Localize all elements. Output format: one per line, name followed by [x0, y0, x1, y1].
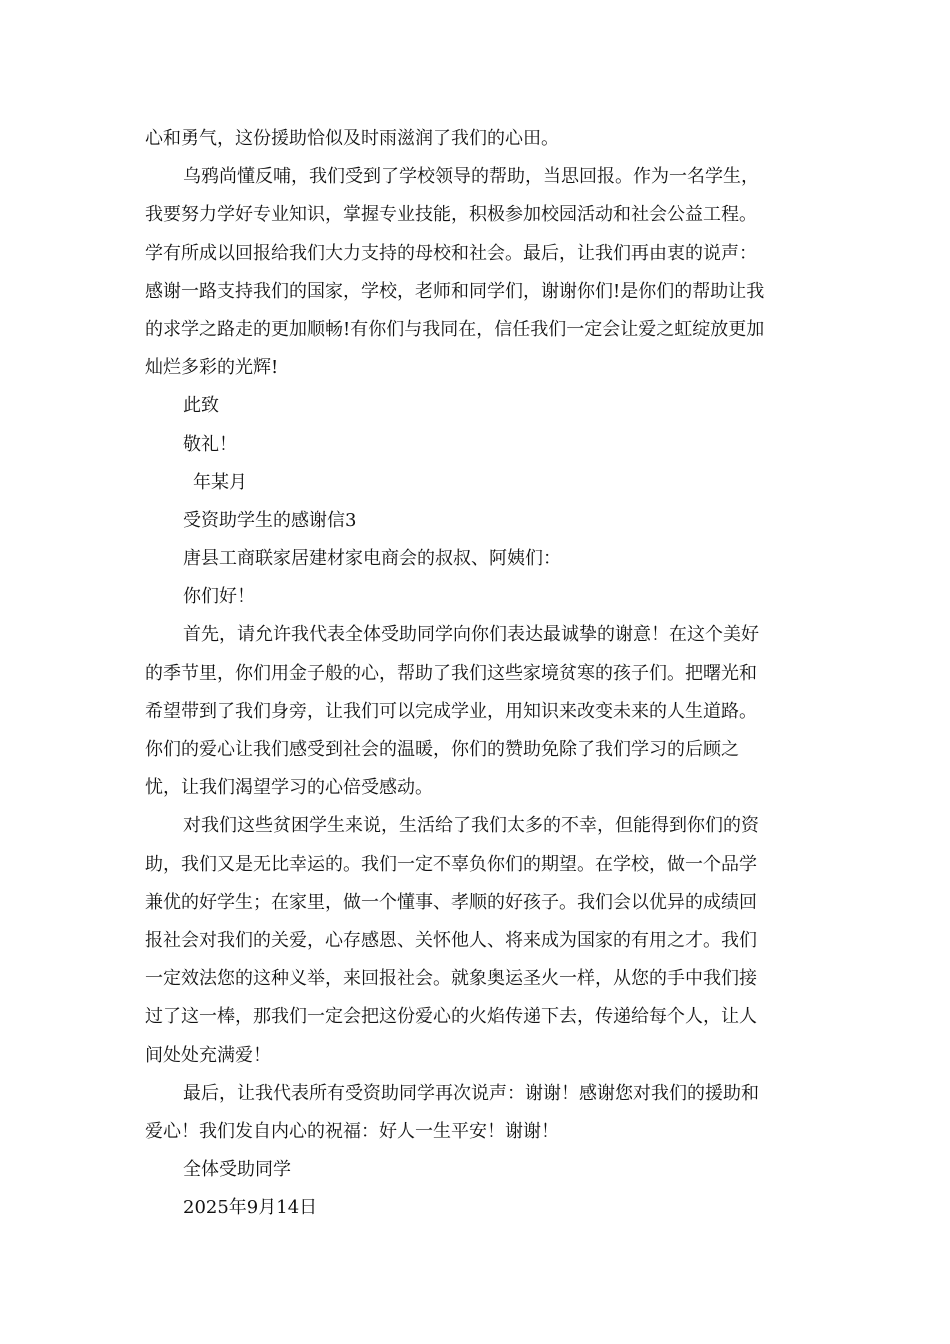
letter-date: 2025年9月14日 [183, 1197, 318, 1219]
closing-regards: 敬礼！ [183, 433, 237, 455]
letter-addressee: 唐县工商联家居建材家电商会的叔叔、阿姨们： [183, 548, 561, 570]
text-line: 最后，让我代表所有受资助同学再次说声：谢谢！感谢您对我们的援助和 [183, 1082, 759, 1104]
text-line: 灿烂多彩的光辉! [145, 357, 279, 379]
text-line: 我要努力学好专业知识，掌握专业技能，积极参加校园活动和社会公益工程。 [145, 204, 757, 226]
text-line: 感谢一路支持我们的国家，学校，老师和同学们，谢谢你们!是你们的帮助让我 [145, 280, 765, 302]
text-line: 心和勇气，这份援助恰似及时雨滋润了我们的心田。 [145, 128, 559, 149]
date-placeholder: 年某月 [193, 471, 247, 493]
text-line: 乌鸦尚懂反哺，我们受到了学校领导的帮助，当思回报。作为一名学生， [183, 166, 759, 188]
letter-signature: 全体受助同学 [183, 1159, 291, 1181]
text-line: 的季节里，你们用金子般的心，帮助了我们这些家境贫寒的孩子们。把曙光和 [145, 662, 757, 684]
text-line: 学有所成以回报给我们大力支持的母校和社会。最后，让我们再由衷的说声： [145, 242, 757, 264]
text-line: 报社会对我们的关爱，心存感恩、关怀他人、将来成为国家的有用之才。我们 [145, 929, 757, 951]
closing-salutation: 此致 [183, 395, 219, 417]
text-line: 兼优的好学生；在家里，做一个懂事、孝顺的好孩子。我们会以优异的成绩回 [145, 891, 757, 913]
text-line: 间处处充满爱！ [145, 1044, 271, 1066]
letter-title: 受资助学生的感谢信3 [183, 509, 357, 531]
text-line: 对我们这些贫困学生来说，生活给了我们太多的不幸，但能得到你们的资 [183, 815, 759, 837]
text-line: 过了这一棒，那我们一定会把这份爱心的火焰传递下去，传递给每个人，让人 [145, 1006, 757, 1028]
text-line: 你们的爱心让我们感受到社会的温暖，你们的赞助免除了我们学习的后顾之 [145, 739, 739, 760]
text-line: 爱心！我们发自内心的祝福：好人一生平安！谢谢！ [145, 1120, 559, 1142]
text-line: 希望带到了我们身旁，让我们可以完成学业，用知识来改变未来的人生道路。 [145, 700, 757, 722]
text-line: 忧，让我们渴望学习的心倍受感动。 [145, 777, 433, 799]
letter-greeting: 你们好！ [183, 586, 255, 608]
letter-body [145, 120, 810, 1227]
text-line: 一定效法您的这种义举，来回报社会。就象奥运圣火一样，从您的手中我们接 [145, 968, 757, 990]
text-line: 助，我们又是无比幸运的。我们一定不辜负你们的期望。在学校，做一个品学 [145, 853, 757, 875]
text-line: 首先，请允许我代表全体受助同学向你们表达最诚挚的谢意！在这个美好 [183, 624, 759, 646]
text-line: 的求学之路走的更加顺畅!有你们与我同在，信任我们一定会让爱之虹绽放更加 [145, 318, 765, 340]
